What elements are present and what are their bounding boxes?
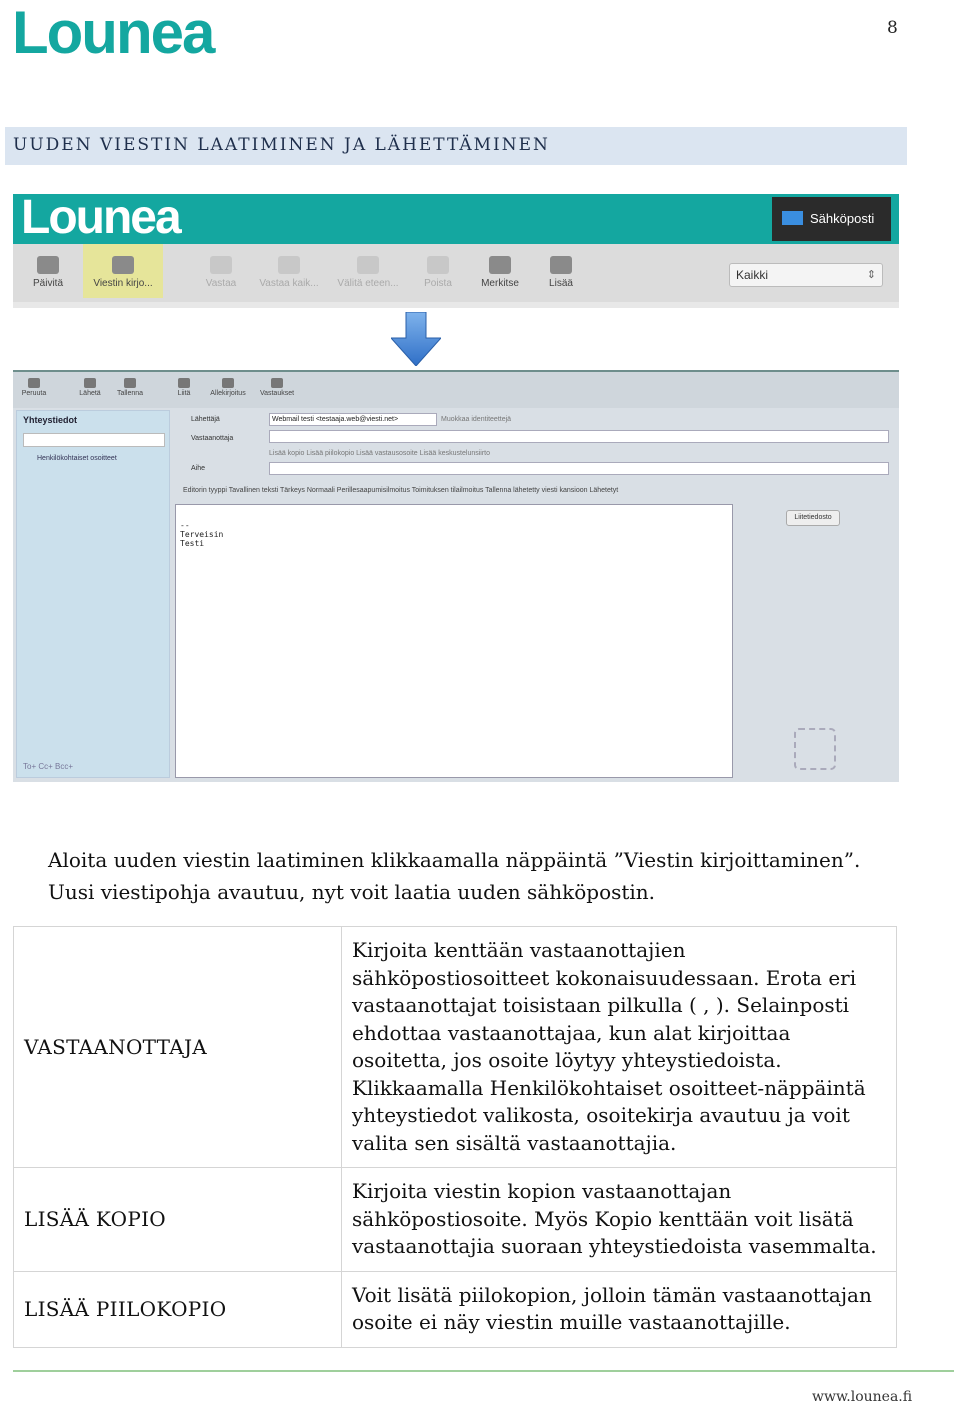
- drop-zone-icon[interactable]: [794, 728, 836, 770]
- app-logo: Lounea: [21, 194, 180, 244]
- delete-button[interactable]: Poista: [417, 244, 459, 298]
- save-icon: [124, 378, 136, 388]
- trash-icon: [427, 256, 449, 274]
- message-body-text: -- Terveisin Testi: [180, 521, 224, 548]
- to-label: Vastaanottaja: [191, 435, 234, 442]
- save-button[interactable]: Tallenna: [113, 376, 147, 397]
- paperclip-icon: [178, 378, 190, 388]
- to-input[interactable]: [269, 430, 889, 443]
- table-value: Kirjoita kenttään vastaanottajien sähköpostiosoitteet kokonaisuudessaan. Erota eri vastaanottajat toisistaan pilkulla ( , ). Selainposti ehdottaa vastaanottajaa, kun alat kirjoittaa osoitetta, jos osoite löytyy yhteystiedoista. Klikkaamalla Henkilökohtaiset osoitteet-näppäintä yhteystiedot valikosta, osoitekirja avautuu ja voit valita sen sisältä vastaanottajia.: [342, 927, 897, 1168]
- lounea-logo: Lounea: [12, 0, 214, 66]
- document-icon: [271, 378, 283, 388]
- page-number: 8: [887, 18, 898, 38]
- footer-url[interactable]: www.lounea.fi: [812, 1389, 913, 1405]
- refresh-icon: [37, 256, 59, 274]
- mail-toolbar: [13, 244, 899, 302]
- table-value: Voit lisätä piilokopion, jolloin tämän vastaanottajan osoite ei näy viestin muille vastaanottajille.: [342, 1271, 897, 1347]
- message-body-editor[interactable]: [175, 504, 733, 778]
- reply-button[interactable]: Vastaa: [199, 244, 243, 298]
- signature-button[interactable]: Allekirjoitus: [205, 376, 251, 397]
- forward-icon: [357, 256, 379, 274]
- compose-button[interactable]: Viestin kirjo...: [83, 244, 163, 298]
- cancel-button[interactable]: Peruuta: [19, 376, 49, 397]
- filter-select[interactable]: Kaikki ⇕: [729, 263, 883, 287]
- subject-input[interactable]: [269, 462, 889, 475]
- reply-all-button[interactable]: Vastaa kaik...: [253, 244, 325, 298]
- table-key: VASTAANOTTAJA: [14, 927, 342, 1168]
- more-icon: [550, 256, 572, 274]
- personal-addresses-item[interactable]: Henkilökohtaiset osoitteet: [37, 455, 117, 462]
- compose-header-form: [183, 408, 893, 504]
- section-title: UUDEN VIESTIN LAATIMINEN JA LÄHETTÄMINEN: [13, 135, 550, 155]
- contacts-search-input[interactable]: [23, 433, 165, 447]
- table-row: [14, 1168, 897, 1272]
- editor-options-bar[interactable]: Editorin tyyppi Tavallinen teksti Tärkeys Normaali Perillesaapumisilmoitus Toimituksen tilailmoitus Tallenna lähetetty viesti kansioon Lähetetyt: [183, 487, 619, 494]
- mail-tab-label: Sähköposti: [810, 211, 875, 226]
- recipient-type-buttons[interactable]: To+ Cc+ Bcc+: [23, 762, 74, 771]
- instructions-table: [13, 926, 897, 1348]
- arrow-down-icon: [391, 312, 441, 366]
- attach-button[interactable]: Liitä: [171, 376, 197, 397]
- send-icon: [84, 378, 96, 388]
- compose-icon: [112, 256, 134, 274]
- forward-button[interactable]: Välitä eteen...: [331, 244, 405, 298]
- envelope-icon: [782, 211, 803, 225]
- add-fields-links[interactable]: Lisää kopio Lisää piilokopio Lisää vastausosoite Lisää keskustelunsiirto: [269, 450, 491, 457]
- reply-icon: [210, 256, 232, 274]
- subject-label: Aihe: [191, 465, 206, 472]
- footer-divider: [13, 1370, 954, 1372]
- signature-icon: [222, 378, 234, 388]
- more-button[interactable]: Lisää: [539, 244, 583, 298]
- back-icon: [28, 378, 40, 388]
- mail-tab[interactable]: [772, 197, 891, 241]
- refresh-button[interactable]: Päivitä: [17, 244, 79, 298]
- mark-button[interactable]: Merkitse: [473, 244, 527, 298]
- reply-all-icon: [278, 256, 300, 274]
- select-arrows-icon: ⇕: [866, 269, 876, 281]
- table-key: LISÄÄ KOPIO: [14, 1168, 342, 1272]
- contacts-pane: [16, 410, 170, 778]
- pencil-icon: [489, 256, 511, 274]
- table-row: [14, 927, 897, 1168]
- from-select[interactable]: Webmail testi <testaaja.web@viesti.net>: [269, 413, 437, 426]
- compose-toolbar: [13, 370, 899, 408]
- table-key: LISÄÄ PIILOKOPIO: [14, 1271, 342, 1347]
- from-label: Lähettäjä: [191, 416, 220, 423]
- intro-paragraph: Aloita uuden viestin laatiminen klikkaamalla näppäintä ”Viestin kirjoittaminen”. Uusi viestipohja avautuu, nyt voit laatia uuden sähköpostin.: [48, 848, 861, 904]
- responses-button[interactable]: Vastaukset: [255, 376, 299, 397]
- app-header: [13, 194, 899, 244]
- screenshot-mail-toolbar: [13, 194, 899, 308]
- table-value: Kirjoita viestin kopion vastaanottajan sähköpostiosoite. Myös Kopio kenttään voit lisätä vastaanottajia suoraan yhteystiedoista vasemmalta.: [342, 1168, 897, 1272]
- attachment-button[interactable]: Liitetiedosto: [786, 510, 840, 526]
- table-row: [14, 1271, 897, 1347]
- send-button[interactable]: Lähetä: [75, 376, 105, 397]
- screenshot-compose-window: [13, 370, 899, 782]
- edit-identities-link[interactable]: Muokkaa identiteettejä: [441, 416, 512, 423]
- contacts-title: Yhteystiedot: [23, 415, 78, 425]
